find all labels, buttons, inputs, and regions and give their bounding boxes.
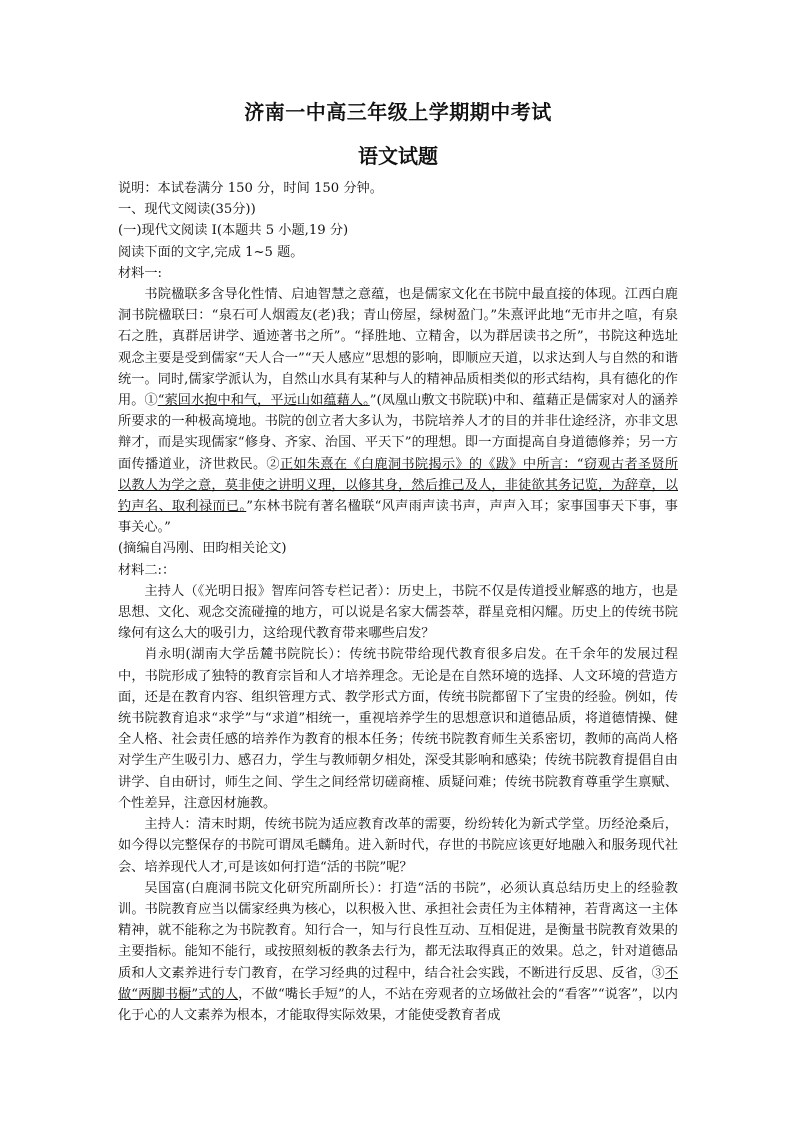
exam-page — [118, 98, 678, 1026]
reading-instruction: 阅读下面的文字,完成 1~5 题。 — [118, 244, 304, 260]
material2-paragraph-3: 主持人：清末时期，传统书院为适应教育改革的需要，纷纷转化为新式学堂。历经沧桑后，如今得以完整保存的书院可谓凤毛麟角。进入新时代，存世的书院应该更好地融入和服务现代社会、培养现代人才,可是该如何打造“活的书院”呢？ — [118, 817, 678, 875]
material2-text-a: 吴国富(白鹿洞书院文化研究所副所长）：打造“活的书院”，必须认真总结历史上的经验教训。书院教育应当以儒家经典为核心，以积极入世、承担社会责任为主体精神，若背离这一主体精神，就不能称之为书院教育。知行合一，知与行良性互动、互相促进，是衡量书院教育效果的主要指标。能知不能行，或按照刻板的教条去行为，都无法取得真正的效果。总之，针对道德品质和人文素养进行专门教育，在学习经典的过程中，结合社会实践，不断进行反思、反省，③ — [118, 880, 678, 981]
section-heading: 一、现代文阅读(35分)) — [118, 202, 256, 218]
material2-paragraph-2: 肖永明(湖南大学岳麓书院院长）：传统书院带给现代教育很多启发。在千余年的发展过程中，书院形成了独特的教育宗旨和人才培养理念。无论是在自然环境的选择、人文环境的营造方面，还是在教育内容、组织管理方式、教学形式方面，传统书院都留下了宝贵的经验。例如，传统书院教育追求“求学”与“求道”相统一，重视培养学生的思想意识和道德品质，将道德情操、健全人格、社会责任感的培养作为教育的根本任务；传统书院教育师生关系密切，教师的高尚人格对学生产生吸引力、感召力，学生与教师朝夕相处，深受其影响和感染；传统书院教育提倡自由讲学、自由研讨，师生之间、学生之间经常切磋商榷、质疑问难；传统书院教育尊重学生禀赋、个性差异，注意因材施教。 — [118, 647, 678, 811]
material1-label: 材料一: — [118, 265, 163, 281]
underlined-sentence-1: “萦回水抱中和气，平远山如蕴藉人。 — [157, 393, 370, 409]
material2-paragraph-1: 主持人（《光明日报》智库问答专栏记者）：历史上，书院不仅是传道授业解惑的地方，也是思想、文化、观念交流碰撞的地方，可以说是名家大儒荟萃，群星竞相闪耀。历史上的传统书院缘何有这么大的吸引力，这给现代教育带来哪些启发？ — [118, 583, 678, 642]
exam-note: 说明：本试卷满分 150 分，时间 150 分钟。 — [118, 181, 383, 196]
exam-subtitle: 语文试题 — [358, 144, 438, 168]
underlined-sentence-2: 正如朱熹在《白鹿洞书院揭示》的《跋》中所言：“窃观古者圣贤所以教人为学之意，莫非使之讲明义理，以修其身，然后推己及人，非徒欲其务记览，为辞章，以钓声名、取利禄而已。 — [118, 456, 678, 515]
material2-text-b: ，不做“嘴长手短”的人，不站在旁观者的立场做社会的“看客”“说客”，以内化于心的人文素养为根本，才能取得实际效果，才能使受教育者成 — [118, 986, 678, 1023]
material1-text-c: ”东林书院有著名楹联“风声雨声读书声，声声入耳；家事国事天下事，事事关心。” — [118, 499, 678, 536]
material1-text-b: ”(凤凰山敷文书院联)中和、蕴藉正是儒家对人的涵养所要求的一种极高境地。书院的创立者大多认为，书院培养人才的目的并非仕途经济，亦非文思辩才，而是实现儒家“修身、齐家、治国、平天下”的理想。即一方面提高自身道德修养；另一方面传播道业，济世救民。② — [118, 393, 679, 472]
material1-text-a: 书院楹联多含导化性情、启迪智慧之意蕴，也是儒家文化在书院中最直接的体现。江西白鹿洞书院楹联曰：“泉石可人烟霞友(老)我；青山傍屋，绿树盈门。”朱熹评此地“无市井之喧，有泉石之胜，真群居讲学、遁迹著书之所”。“择胜地、立精舍，以为群居读书之所”，书院这种选址观念主要是受到儒家“天人合一”“天人感应”思想的影响，即顺应天道，以求达到人与自然的和谐统一。同时,儒家学派认为，自然山水具有某种与人的精神品质相类似的形式结构，具有德化的作用。① — [118, 287, 678, 409]
underlined-sentence-3: 不做“两脚书橱”式的人 — [118, 965, 678, 1002]
material1-paragraph — [118, 284, 678, 538]
material1-source: (摘编自冯刚、田昀相关论文) — [118, 541, 287, 557]
material2-label: 材料二:： — [118, 562, 176, 578]
exam-title: 济南一中高三年级上学期期中考试 — [244, 100, 552, 124]
material2-paragraph-4 — [118, 878, 678, 1026]
subsection-heading: (一)现代文阅读 I(本题共 5 小题,19 分) — [118, 223, 349, 239]
